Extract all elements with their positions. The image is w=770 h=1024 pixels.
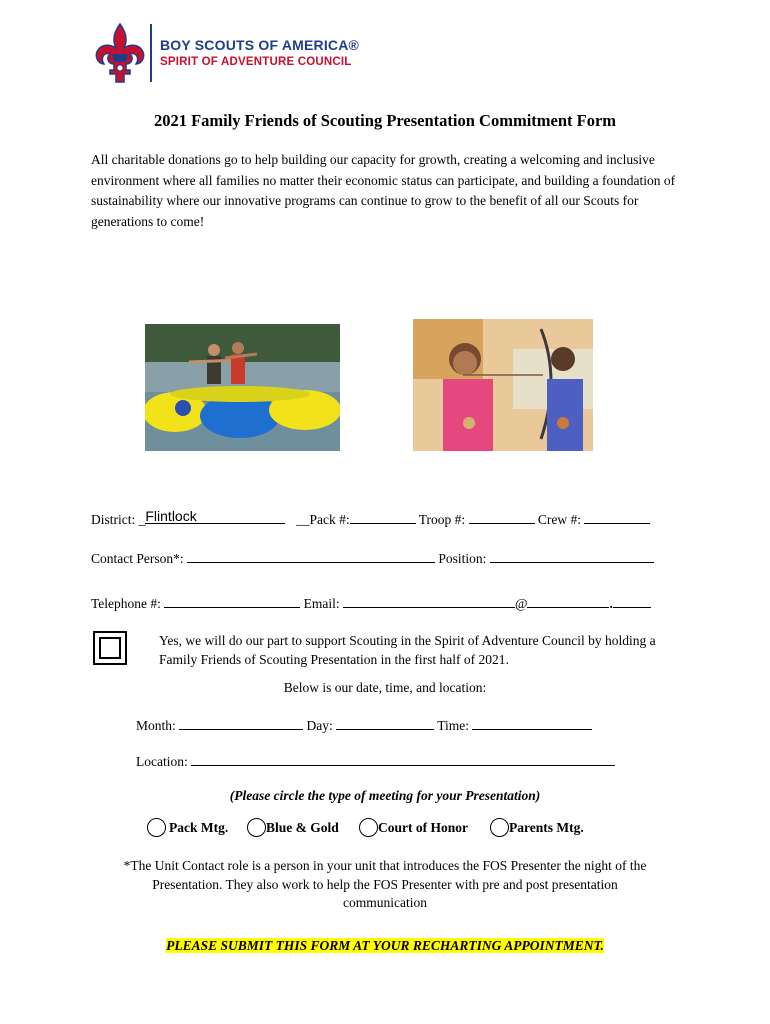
submit-notice-text: PLEASE SUBMIT THIS FORM AT YOUR RECHARTING APPOINTMENT. bbox=[166, 938, 604, 953]
unit-contact-note bbox=[0, 857, 770, 913]
crew-number-field[interactable] bbox=[584, 510, 650, 524]
unit-info-row bbox=[91, 510, 285, 528]
contact-person-field[interactable] bbox=[187, 549, 435, 563]
district-value: Flintlock bbox=[145, 508, 197, 524]
council-name: SPIRIT OF ADVENTURE COUNCIL bbox=[160, 56, 352, 68]
radio-circle-icon[interactable] bbox=[490, 818, 509, 837]
pack-troop-crew-row bbox=[296, 510, 650, 528]
bsa-fleur-de-lis-icon bbox=[92, 22, 148, 84]
telephone-label: Telephone #: bbox=[91, 596, 161, 611]
schedule-row bbox=[136, 716, 592, 734]
org-name: BOY SCOUTS OF AMERICA® bbox=[160, 37, 360, 53]
telephone-field[interactable] bbox=[164, 594, 300, 608]
email-label: Email: bbox=[303, 596, 340, 611]
option-blue-gold[interactable] bbox=[247, 818, 339, 837]
location-label: Location: bbox=[136, 754, 188, 769]
day-label: Day: bbox=[306, 718, 333, 733]
contact-row bbox=[91, 549, 654, 567]
logo-divider bbox=[150, 24, 152, 82]
time-label: Time: bbox=[437, 718, 470, 733]
district-label: District: _ bbox=[91, 512, 146, 527]
option-pack-mtg[interactable] bbox=[147, 818, 228, 837]
commitment-checkbox[interactable] bbox=[93, 631, 127, 665]
below-text: Below is our date, time, and location: bbox=[283, 680, 487, 695]
telephone-email-row bbox=[91, 594, 651, 612]
pack-label: __Pack #: bbox=[296, 512, 350, 527]
option-label: Court of Honor bbox=[378, 819, 468, 835]
crew-label: Crew #: bbox=[537, 512, 582, 527]
option-label: Parents Mtg. bbox=[509, 819, 584, 835]
meeting-type-instruction: (Please circle the type of meeting for your Presentation) bbox=[229, 788, 541, 803]
photo-scouts-water-trampoline bbox=[145, 324, 340, 451]
radio-circle-icon[interactable] bbox=[247, 818, 266, 837]
troop-label: Troop #: bbox=[418, 512, 466, 527]
email-at-sign: @ bbox=[515, 596, 528, 611]
email-dot: . bbox=[609, 596, 613, 611]
district-field[interactable] bbox=[145, 510, 285, 524]
option-label: Blue & Gold bbox=[266, 819, 339, 835]
note-text: *The Unit Contact role is a person in your unit that introduces the FOS Presenter the night of the Presentation. They also work to help the FOS Presenter with pre and post presentation communication bbox=[123, 858, 647, 910]
radio-circle-icon[interactable] bbox=[359, 818, 378, 837]
intro-paragraph: All charitable donations go to help building our capacity for growth, creating a welcoming and inclusive environment where all families no matter their economic status can participate, and building a foundation of sustainability where our innovative programs can continue to grow to the benefit of all our Scouts for generations to come! bbox=[91, 152, 676, 229]
checkbox-inner-frame bbox=[99, 637, 121, 659]
location-row bbox=[136, 752, 615, 770]
radio-circle-icon[interactable] bbox=[147, 818, 166, 837]
month-label: Month: bbox=[136, 718, 176, 733]
position-label: Position: bbox=[438, 551, 487, 566]
pack-number-field[interactable] bbox=[350, 510, 416, 524]
photo-girls-archery bbox=[413, 319, 593, 451]
option-label: Pack Mtg. bbox=[169, 819, 229, 835]
email-domain-field[interactable] bbox=[527, 594, 609, 608]
time-field[interactable] bbox=[472, 716, 592, 730]
commitment-text: Yes, we will do our part to support Scouting in the Spirit of Adventure Council by holding a Family Friends of Scouting Presentation in the first half of 2021. bbox=[159, 633, 656, 667]
position-field[interactable] bbox=[490, 549, 654, 563]
email-user-field[interactable] bbox=[343, 594, 515, 608]
location-field[interactable] bbox=[191, 752, 615, 766]
contact-person-label: Contact Person*: bbox=[91, 551, 184, 566]
month-field[interactable] bbox=[179, 716, 303, 730]
option-parents-mtg[interactable] bbox=[490, 818, 584, 837]
email-tld-field[interactable] bbox=[613, 594, 651, 608]
form-title: 2021 Family Friends of Scouting Presentation Commitment Form bbox=[153, 111, 617, 130]
troop-number-field[interactable] bbox=[469, 510, 535, 524]
submit-notice bbox=[0, 937, 770, 955]
day-field[interactable] bbox=[336, 716, 434, 730]
option-court-of-honor[interactable] bbox=[359, 818, 468, 837]
